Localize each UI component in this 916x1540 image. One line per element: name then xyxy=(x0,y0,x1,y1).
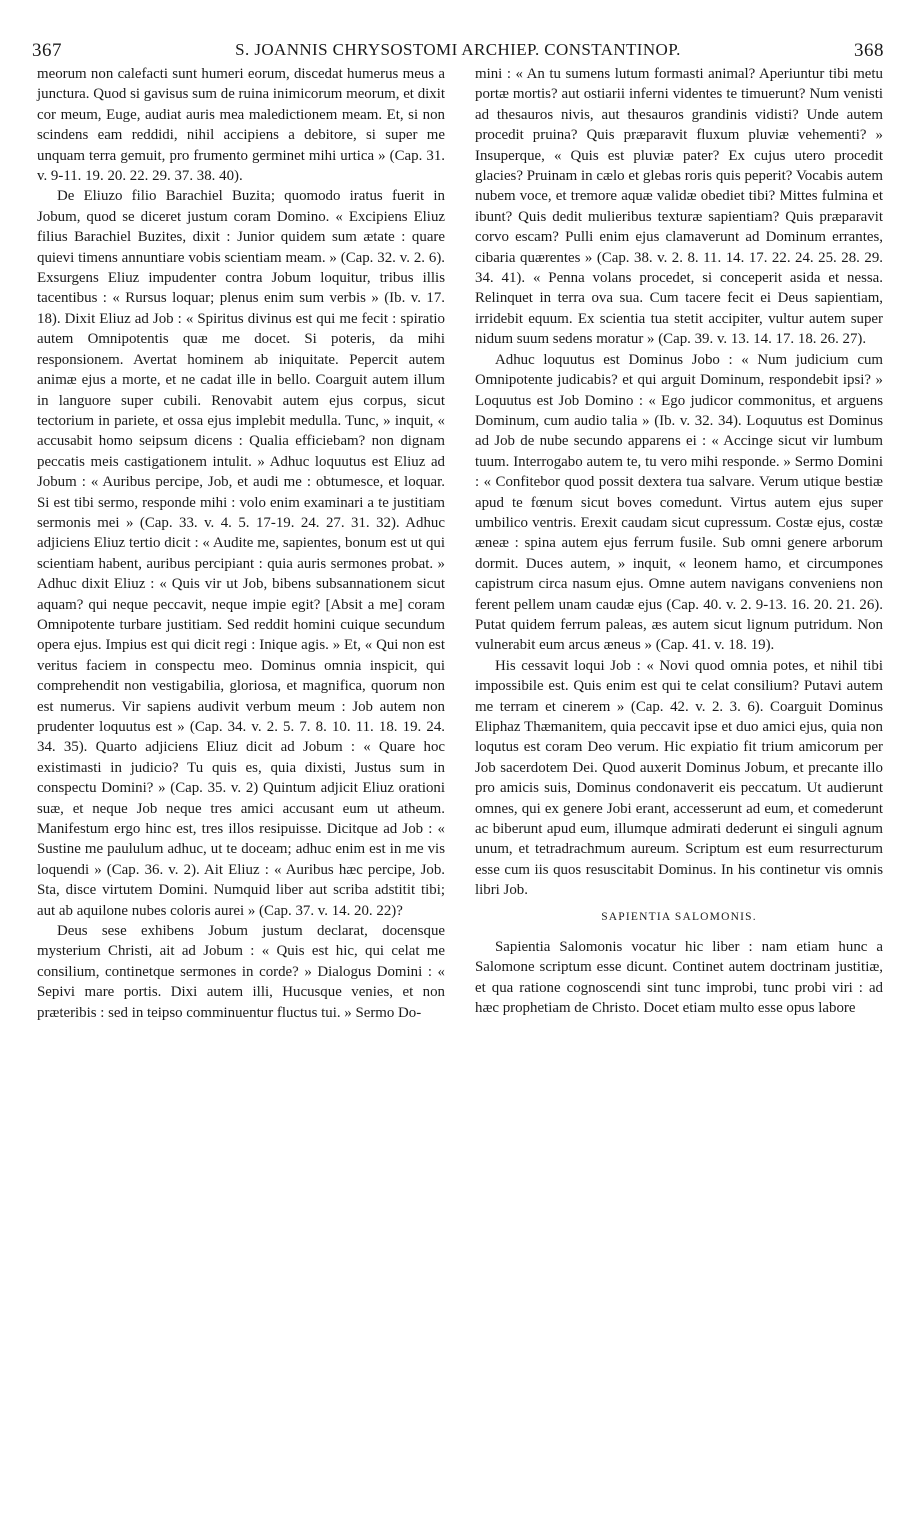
page-number-left: 367 xyxy=(32,40,62,61)
right-paragraph-3: His cessavit loqui Job : « Novi quod omnia potes, et nihil tibi impossibile est. Quis enim est qui te celat consilium? Putavi autem me terram et cinerem » (Cap. 42. v. 2. 3. 6). Coarguit Dominus Eliphaz Thæmanitem, quia peccavit ipse et duo amici ejus, quia non loqutus est coram Deo verum. Hic expiatio fit trium amicorum per Job sacerdotem Dei. Quod auxerit Dominus Jobum, et precante illo pro amicis suis, Dominus condonaverit eis peccatum. Ut audierunt omnes, qui ex genere Jobi erant, accesserunt ad eum, et comederunt ac biberunt apud eum, illumque admirati dederunt ei singuli agnum unum, et tetradrachmum aureum. Scriptum est eum resurrecturum esse cum iis quos resuscitabit Dominus. In his continetur vis omnis libri Job. xyxy=(475,657,883,899)
right-paragraph-1: mini : « An tu sumens lutum formasti animal? Aperiuntur tibi metu portæ mortis? aut ostiarii inferni videntes te timuerunt? Num venisti ad thesauros nivis, aut thesauros grandinis vidisti? Unde autem procedit pruina? Quis præparavit fluxum pluviæ vehementi? » Insuperque, « Quis est pluviæ pater? Ex cujus utero procedit glacies? Pruinam in cælo et glebas roris quis peperit? Vocabis autem nubem voce, et tremore aquæ validæ obediet tibi? Mittes fulmina et ibunt? Quis dedit mulieribus texturæ sapientiam? Quis præparavit corvo escam? Pulli enim ejus clamaverunt ad Dominum errantes, cibaria quærentes » (Cap. 38. v. 2. 8. 11. 14. 17. 22. 24. 25. 28. 29. 34. 41). « Penna volans procedet, si conceperit asida et nessa. Relinquet in terra ova sua. Cum tacere fecit ei Deus sapientiam, irridebit equum. Ex scientia tua stetit accipiter, vultur autem super nidum suum sedens moratur » (Cap. 39. v. 13. 14. 17. 18. 26. 27). xyxy=(475,66,883,348)
left-column xyxy=(37,64,445,1023)
left-paragraph-1: meorum non calefacti sunt humeri eorum, discedat humerus meus a junctura. Quod si gavisus sum de ruina inimicorum meorum, et dixit cor meum, Euge, audiat auris mea maledictionem meam. Et, si non scindens eam reddidi, nihil accipiens a debitore, si super me unquam terra gemuit, pro frumento germinet mihi urtica » (Cap. 31. v. 9-11. 19. 20. 22. 29. 37. 38. 40). xyxy=(37,66,445,185)
right-paragraph-4: Sapientia Salomonis vocatur hic liber : nam etiam hunc a Salomone scriptum esse dicunt. Continet autem doctrinam justitiæ, et qua ratione cognoscendi sint tunc improbi, tunc probi viri : ad hæc prophetiam de Christo. Docet etiam multo esse opus labore xyxy=(475,939,883,1017)
left-paragraph-3: Deus sese exhibens Jobum justum declarat, docensque mysterium Christi, ait ad Jobum : « Quis est hic, qui celat me consilium, continetque sermones in corde? » Dialogus Domini : « Sepivi mare portis. Dixi autem illi, Hucusque venies, et non præteribis : sed in teipso comminuentur fluctus tui. » Sermo Do- xyxy=(37,923,445,1021)
right-column xyxy=(475,64,883,1019)
left-paragraph-2: De Eliuzo filio Barachiel Buzita; quomodo iratus fuerit in Jobum, quod se diceret justum coram Domino. « Excipiens Eliuz filius Barachiel Buzites, dixit : Junior quidem sum ætate : quare quievi timens annuntiare vobis scientiam meam. » (Cap. 32. v. 2. 6). Exsurgens Eliuz impudenter contra Jobum loquitur, tribus illis tacentibus : « Rursus loquar; plenus enim sum verbis » (Ib. v. 17. 18). Dixit Eliuz ad Job : « Spiritus divinus est qui me fecit : spiratio autem Omnipotentis quæ me docet. Si poteris, da mihi responsionem. Avertat hominem ab iniquitate. Pepercit autem animæ ejus a morte, et ne cadat ille in bello. Coarguit autem illum in languore super cubili. Renovabit autem ejus corpus, sicut tectorium in pariete, et ossa ejus implebit medulla. Tunc, » inquit, « accusabit homo seipsum dicens : Qualia efficiebam? non dignam peccatis meis castigationem intulit. » Adhuc loquutus est Eliuz ad Jobum : « Auribus percipe, Job, et audi me : obtumesce, et loquar. Si est tibi sermo, responde mihi : volo enim examinari a te justitiam sermonis mei » (Cap. 33. v. 4. 5. 17-19. 24. 27. 31. 32). Adhuc adjiciens Eliuz tertio dicit : « Audite me, sapientes, bonum est ut qui scientiam habent, auribus percipiant : quia auris sermones probat. » Adhuc dixit Eliuz : « Quis vir ut Job, bibens subsannationem sicut aquam? qui neque peccavit, neque impie egit? [Absit a me] coram Omnipotente turbare justitiam. Sed reddit homini cuique secundum opera ejus. Impius est qui dicit regi : Inique agis. » Et, « Qui non est veritus faciem in conspectu meo. Dominus omnia inspicit, qui comprehendit non vestigabilia, gloriosa, et magnifica, quorum non est numerus. Vir sapiens audivit verbum meum : Job autem non prudenter loquutus est » (Cap. 34. v. 2. 5. 7. 8. 10. 11. 18. 19. 24. 34. 35). Quarto adjiciens Eliuz dicit ad Jobum : « Quare hoc existimasti in judicio? Tu quis es, quia dixisti, Justus sum in conspectu Domini? » (Cap. 35. v. 2) Quintum adjicit Eliuz orationi suæ, et neque Job neque tres amici accusant eum ut atheum. Manifestum ergo hinc est, tres illos resipuisse. Dicitque ad Job : « Sustine me paululum adhuc, ut te doceam; adhuc enim est in me vis loquendi » (Cap. 36. v. 2). Ait Eliuz : « Auribus hæc percipe, Job. Sta, disce virtutem Domini. Numquid liber aut scriba adstitit tibi; aut ab aquilone nubes coloris aurei » (Cap. 37. v. 14. 20. 22)? xyxy=(37,188,445,919)
right-paragraph-2: Adhuc loquutus est Dominus Jobo : « Num judicium cum Omnipotente judicabis? et qui arguit Dominum, respondebit ipsi? » Loquutus est Job Domino : « Ego judicor commonitus, et arguens Dominum, cum audio talia » (Ib. v. 32. 34). Loquutus est Dominus ad Job de nube secundo apparens ei : « Accinge sicut vir lumbum tuum. Interrogabo autem te, tu vero mihi responde. » Sermo Domini : « Confitebor quod possit dextera tua salvare. Verum utique bestiæ apud te fœnum sicut boves comedunt. Virtus autem ejus super umbilico ventris. Erexit caudam sicut cupressum. Costæ ejus, costæ æneæ : spina autem ejus ferrum fusile. Sub omni genere arborum dormit. Duces autem, » inquit, « leonem hamo, et circumpones capistrum circa nasum ejus. Omne autem navigans conveniens non ferent pellem unam caudæ ejus (Cap. 40. v. 2. 9-13. 16. 20. 21. 26). Putat quidem ferrum paleas, æs autem sicut lignum putridum. Non vulnerabit eum arcus æneus » (Cap. 41. v. 18. 19). xyxy=(475,351,883,654)
page-number-right: 368 xyxy=(854,40,884,61)
running-title: S. JOANNIS CHRYSOSTOMI ARCHIEP. CONSTANTINOP. xyxy=(235,40,681,59)
page-header xyxy=(30,40,886,64)
section-heading: SAPIENTIA SALOMONIS. xyxy=(601,910,757,923)
